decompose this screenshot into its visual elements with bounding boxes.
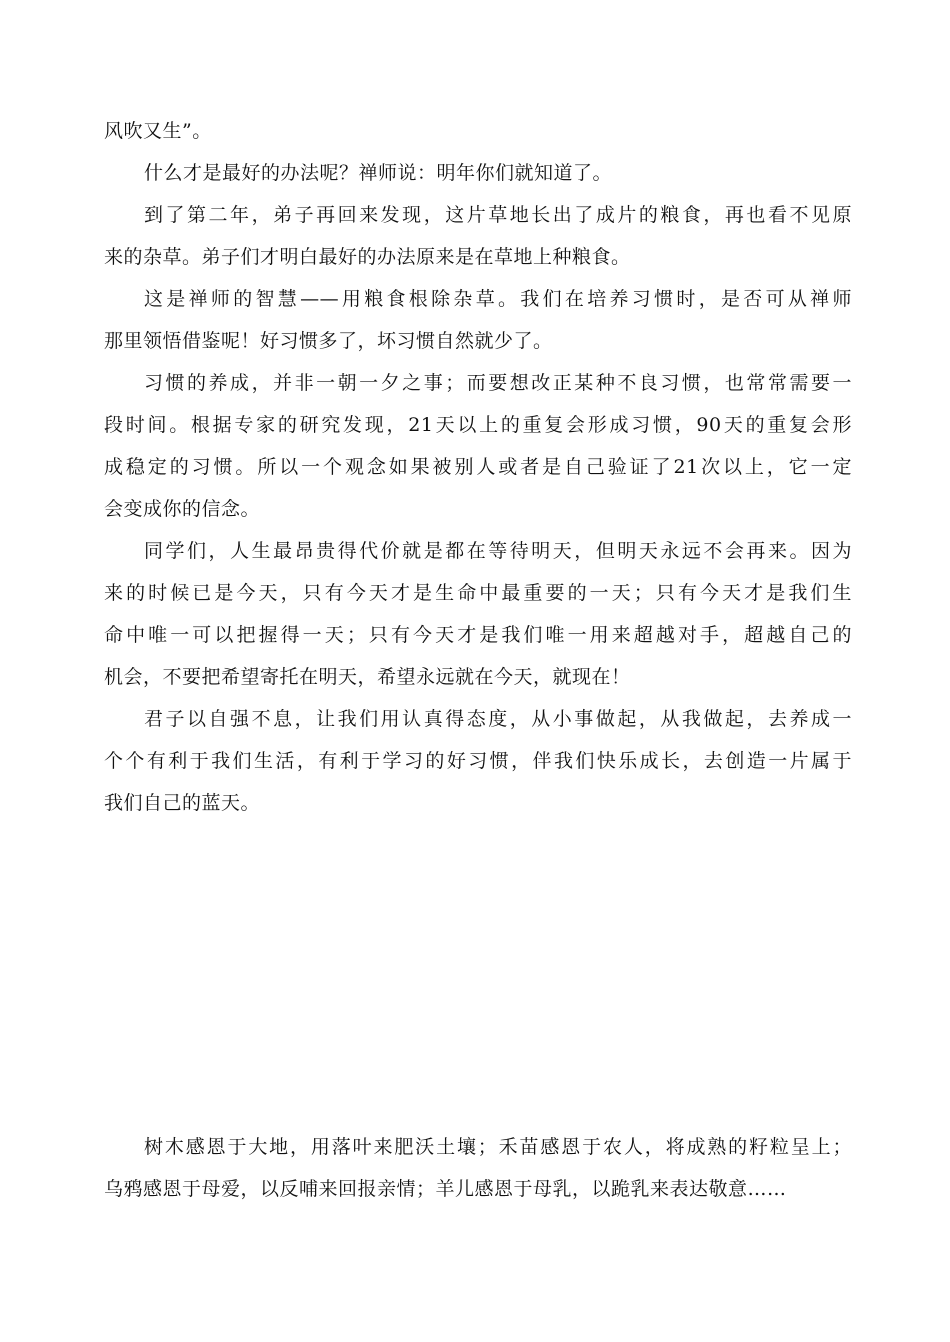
paragraph bbox=[104, 278, 852, 362]
paragraph bbox=[104, 194, 852, 278]
main-text-block bbox=[104, 110, 852, 824]
text-line: 段时间。根据专家的研究发现，21天以上的重复会形成习惯，90天的重复会形 bbox=[104, 414, 852, 436]
text-line: 来的杂草。弟子们才明白最好的办法原来是在草地上种粮食。 bbox=[104, 246, 631, 268]
text-line: 命中唯一可以把握得一天；只有今天才是我们唯一用来超越对手，超越自己的 bbox=[104, 624, 852, 646]
bottom-text-block bbox=[104, 1126, 852, 1210]
text-line: 树木感恩于大地，用落叶来肥沃土壤；禾苗感恩于农人，将成熟的籽粒呈上； bbox=[144, 1136, 852, 1158]
paragraph bbox=[104, 530, 852, 698]
text-line: 乌鸦感恩于母爱，以反哺来回报亲情；羊儿感恩于母乳，以跪乳来表达敬意…… bbox=[104, 1178, 787, 1200]
text-line: 到了第二年，弟子再回来发现，这片草地长出了成片的粮食，再也看不见原 bbox=[144, 204, 852, 226]
text-line: 同学们，人生最昂贵得代价就是都在等待明天，但明天永远不会再来。因为 bbox=[144, 540, 852, 562]
text-line: 君子以自强不息，让我们用认真得态度，从小事做起，从我做起，去养成一 bbox=[144, 708, 852, 730]
text-line: 我们自己的蓝天。 bbox=[104, 792, 261, 814]
text-line: 成稳定的习惯。所以一个观念如果被别人或者是自己验证了21次以上，它一定 bbox=[104, 456, 852, 478]
text-line: 习惯的养成，并非一朝一夕之事；而要想改正某种不良习惯，也常常需要一 bbox=[144, 372, 852, 394]
text-line: 个个有利于我们生活，有利于学习的好习惯，伴我们快乐成长，去创造一片属于 bbox=[104, 750, 852, 772]
paragraph bbox=[104, 362, 852, 530]
text-line: 来的时候已是今天，只有今天才是生命中最重要的一天；只有今天才是我们生 bbox=[104, 582, 852, 604]
text-line: 这是禅师的智慧——用粮食根除杂草。我们在培养习惯时，是否可从禅师 bbox=[144, 288, 852, 310]
text-line: 什么才是最好的办法呢？禅师说：明年你们就知道了。 bbox=[144, 162, 613, 184]
text-line: 那里领悟借鉴呢！好习惯多了，坏习惯自然就少了。 bbox=[104, 330, 553, 352]
text-line: 机会，不要把希望寄托在明天，希望永远就在今天，就现在！ bbox=[104, 666, 631, 688]
text-line: 会变成你的信念。 bbox=[104, 498, 261, 520]
paragraph bbox=[104, 152, 852, 194]
paragraph bbox=[104, 698, 852, 824]
paragraph bbox=[104, 1126, 852, 1210]
paragraph bbox=[104, 110, 852, 152]
text-line: 风吹又生”。 bbox=[104, 120, 212, 142]
